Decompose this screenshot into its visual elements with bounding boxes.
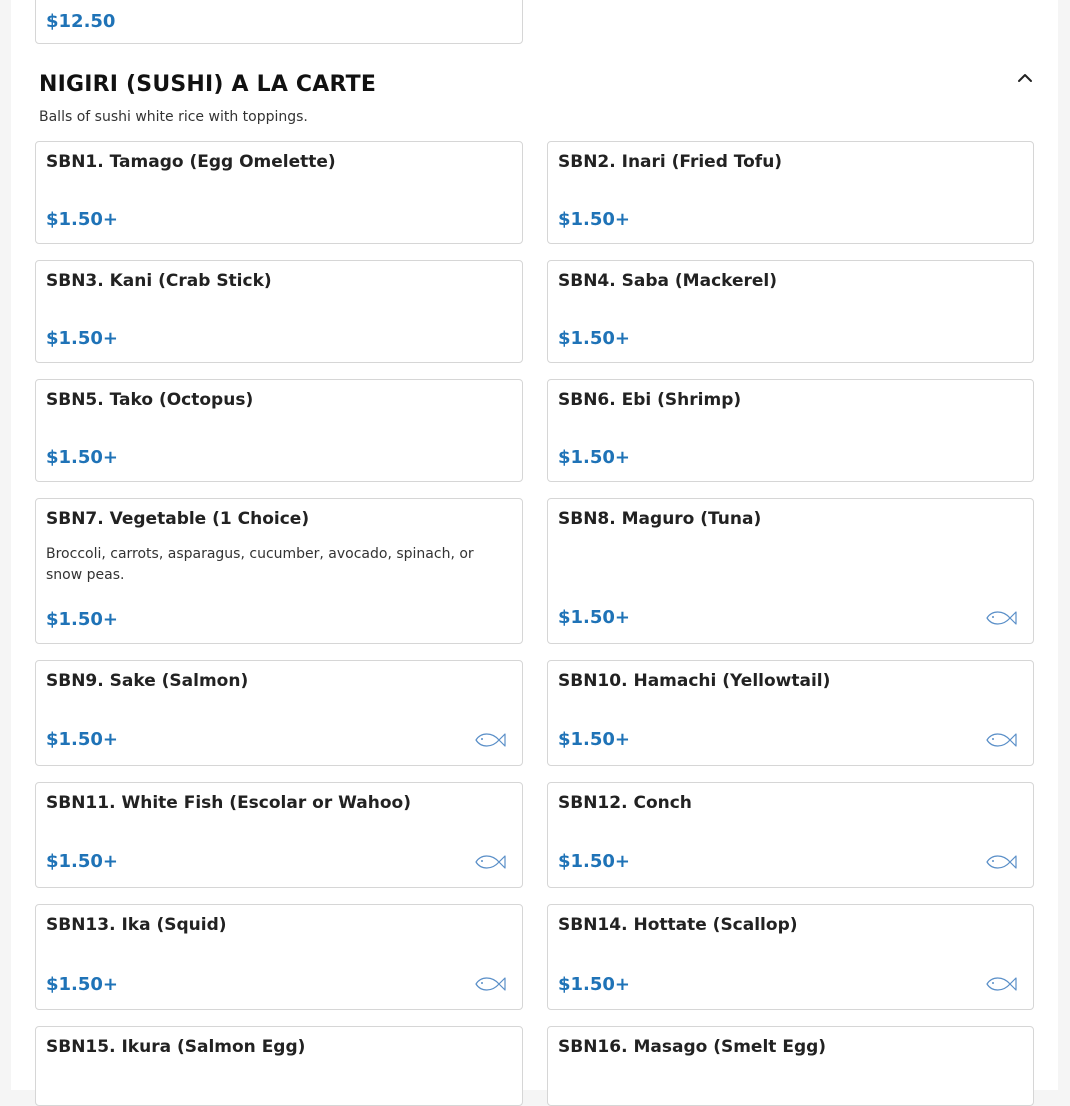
menu-item-card[interactable] (35, 904, 523, 1010)
raw-fish-icon (474, 731, 506, 749)
item-name: SBN1. Tamago (Egg Omelette) (46, 152, 336, 172)
item-price: $12.50 (46, 11, 116, 32)
menu-item-card[interactable] (547, 1026, 1034, 1106)
menu-item-card-previous[interactable] (35, 0, 523, 44)
item-price: $1.50+ (46, 609, 119, 630)
raw-fish-icon (985, 609, 1017, 627)
item-price: $1.50+ (558, 328, 631, 349)
item-price: $1.50+ (46, 328, 119, 349)
item-price: $1.50+ (558, 447, 631, 468)
raw-fish-icon (985, 731, 1017, 749)
item-name: SBN10. Hamachi (Yellowtail) (558, 671, 831, 691)
item-price: $1.50+ (46, 851, 119, 872)
item-name: SBN16. Masago (Smelt Egg) (558, 1037, 827, 1057)
menu-item-card[interactable] (35, 260, 523, 363)
item-price: $1.50+ (558, 607, 631, 628)
item-name: SBN8. Maguro (Tuna) (558, 509, 762, 529)
menu-item-card[interactable] (35, 660, 523, 766)
item-price: $1.50+ (46, 974, 119, 995)
raw-fish-icon (985, 975, 1017, 993)
chevron-up-icon[interactable] (1015, 68, 1035, 88)
item-price: $1.50+ (46, 447, 119, 468)
item-name: SBN13. Ika (Squid) (46, 915, 227, 935)
menu-item-card[interactable] (547, 141, 1034, 244)
menu-item-card[interactable] (547, 498, 1034, 644)
item-description: Broccoli, carrots, asparagus, cucumber, avocado, spinach, or snow peas. (46, 546, 474, 583)
item-price: $1.50+ (558, 729, 631, 750)
item-price: $1.50+ (46, 209, 119, 230)
item-price: $1.50+ (558, 209, 631, 230)
item-price: $1.50+ (558, 851, 631, 872)
item-price: $1.50+ (46, 729, 119, 750)
menu-item-card[interactable] (547, 260, 1034, 363)
section-subtitle: Balls of sushi white rice with toppings. (39, 109, 308, 125)
item-name: SBN3. Kani (Crab Stick) (46, 271, 272, 291)
menu-item-card[interactable] (547, 379, 1034, 482)
menu-item-card[interactable] (35, 782, 523, 888)
section-title: NIGIRI (SUSHI) A LA CARTE (39, 72, 377, 97)
menu-item-card[interactable] (547, 904, 1034, 1010)
menu-item-card[interactable] (547, 782, 1034, 888)
menu-item-card[interactable] (547, 660, 1034, 766)
raw-fish-icon (985, 853, 1017, 871)
item-name: SBN6. Ebi (Shrimp) (558, 390, 742, 410)
menu-item-card[interactable] (35, 379, 523, 482)
item-name: SBN2. Inari (Fried Tofu) (558, 152, 783, 172)
item-name: SBN15. Ikura (Salmon Egg) (46, 1037, 306, 1057)
item-name: SBN11. White Fish (Escolar or Wahoo) (46, 793, 411, 813)
item-price: $1.50+ (558, 974, 631, 995)
raw-fish-icon (474, 975, 506, 993)
menu-item-card[interactable] (35, 141, 523, 244)
item-name: SBN12. Conch (558, 793, 692, 813)
menu-item-card[interactable] (35, 498, 523, 644)
item-name: SBN7. Vegetable (1 Choice) (46, 509, 310, 529)
item-name: SBN5. Tako (Octopus) (46, 390, 254, 410)
raw-fish-icon (474, 853, 506, 871)
menu-item-card[interactable] (35, 1026, 523, 1106)
item-name: SBN14. Hottate (Scallop) (558, 915, 798, 935)
item-name: SBN9. Sake (Salmon) (46, 671, 249, 691)
item-name: SBN4. Saba (Mackerel) (558, 271, 778, 291)
